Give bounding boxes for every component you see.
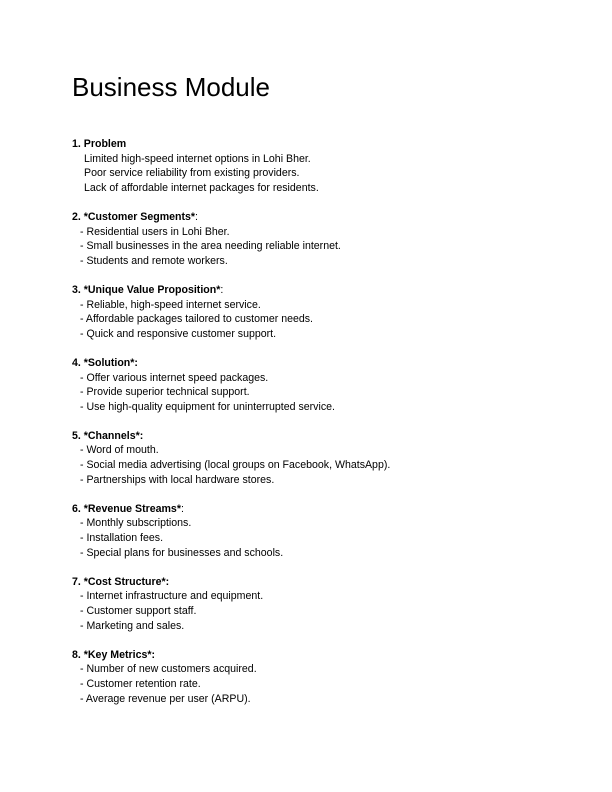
list-item: - Internet infrastructure and equipment. [80, 590, 264, 603]
list-item: - Marketing and sales. [80, 619, 185, 632]
section [72, 137, 390, 195]
section [72, 429, 390, 487]
section [72, 356, 390, 414]
list-item: - Small businesses in the area needing reliable internet. [80, 240, 341, 253]
section-heading-text: 1. Problem [72, 138, 127, 150]
section-heading-text: 4. *Solution*: [72, 356, 138, 369]
section-heading-text: 7. *Cost Structure*: [72, 575, 170, 588]
list-item: - Students and remote workers. [80, 254, 228, 267]
section-heading [72, 429, 390, 444]
section-heading [72, 356, 390, 371]
section-heading [72, 648, 390, 663]
list-item: - Customer support staff. [80, 605, 197, 617]
section-heading [72, 502, 390, 517]
list-item: - Word of mouth. [80, 444, 159, 457]
list-item: - Installation fees. [80, 532, 164, 545]
list-item: - Social media advertising (local groups on Facebook, WhatsApp). [80, 459, 391, 472]
section-heading-text: 8. *Key Metrics*: [72, 648, 156, 661]
section [72, 502, 390, 560]
list-item: - Use high-quality equipment for uninterrupted service. [80, 400, 335, 413]
list-item: - Affordable packages tailored to customer needs. [80, 313, 314, 326]
section-heading-text: 3. *Unique Value Proposition* [72, 283, 221, 296]
list-item: - Offer various internet speed packages. [80, 371, 269, 384]
list-item: - Special plans for businesses and schools. [80, 546, 284, 559]
section-heading [72, 137, 390, 152]
list-item: - Customer retention rate. [80, 677, 201, 690]
list-item: - Reliable, high-speed internet service. [80, 298, 261, 311]
document-body [72, 137, 390, 721]
section [72, 575, 390, 633]
list-item: Poor service reliability from existing providers. [84, 167, 300, 180]
list-item: - Partnerships with local hardware stores. [80, 473, 275, 486]
page-title: Business Module [72, 72, 270, 102]
section [72, 283, 390, 341]
section [72, 210, 390, 268]
section-heading-text: 6. *Revenue Streams* [72, 502, 181, 515]
section-heading-tail: : [195, 210, 198, 223]
section-heading-tail: : [220, 283, 224, 296]
list-item: - Monthly subscriptions. [80, 517, 192, 530]
list-item: Lack of affordable internet packages for residents. [84, 181, 319, 194]
section-heading [72, 283, 390, 298]
section-heading-text: 2. *Customer Segments* [72, 210, 196, 223]
list-item: - Provide superior technical support. [80, 386, 250, 399]
section [72, 648, 390, 706]
list-item: - Number of new customers acquired. [80, 663, 257, 676]
list-item: - Residential users in Lohi Bher. [80, 225, 230, 238]
section-heading-tail: : [180, 502, 184, 515]
list-item: Limited high-speed internet options in Lohi Bher. [84, 152, 311, 165]
section-heading-text: 5. *Channels*: [72, 429, 144, 442]
list-item: - Quick and responsive customer support. [80, 327, 277, 340]
section-heading [72, 210, 390, 225]
list-item: - Average revenue per user (ARPU). [80, 692, 251, 705]
section-heading [72, 575, 390, 590]
